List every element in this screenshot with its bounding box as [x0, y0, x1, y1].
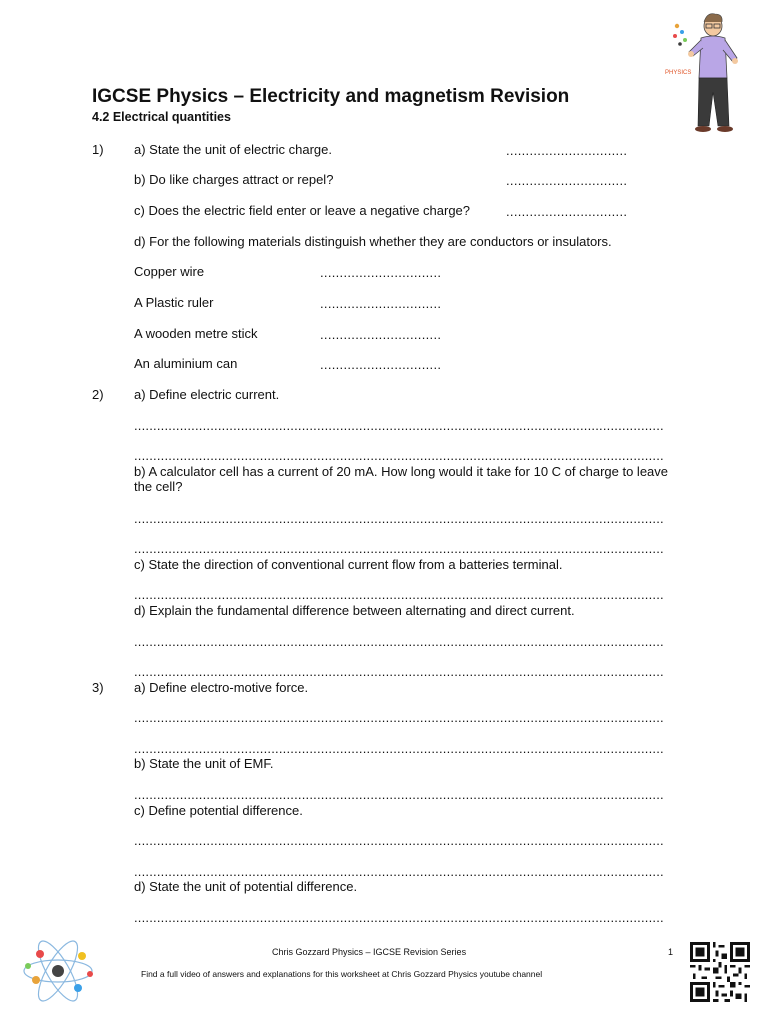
material-answer-line[interactable]: ...............................	[320, 327, 442, 342]
answer-line[interactable]: ...........................................................................................................................................	[134, 587, 664, 602]
question-3b: b) State the unit of EMF.	[134, 756, 274, 771]
answer-line[interactable]: ...........................................................................................................................................	[134, 910, 664, 925]
answer-line[interactable]: ...........................................................................................................................................	[134, 710, 664, 725]
question-1d: d) For the following materials distinguish whether they are conductors or insulators.	[134, 234, 612, 249]
question-1b: b) Do like charges attract or repel?	[134, 172, 334, 187]
material-label: A wooden metre stick	[134, 326, 258, 341]
material-label: Copper wire	[134, 264, 205, 279]
answer-line-1c[interactable]: ...............................	[506, 204, 628, 219]
answer-line[interactable]: ...........................................................................................................................................	[134, 864, 664, 879]
material-answer-line[interactable]: ...............................	[320, 296, 442, 311]
answer-line[interactable]: ...........................................................................................................................................	[134, 741, 664, 756]
atom-logo-icon	[20, 940, 96, 1002]
question-2d: d) Explain the fundamental difference between alternating and direct current.	[134, 603, 575, 618]
page-title: IGCSE Physics – Electricity and magnetism Revision	[92, 86, 570, 107]
physics-teacher-illustration	[655, 8, 755, 138]
answer-line-1b[interactable]: ...............................	[506, 173, 628, 188]
answer-line[interactable]: ...........................................................................................................................................	[134, 664, 664, 679]
answer-line[interactable]: ...........................................................................................................................................	[134, 833, 664, 848]
footer-series: Chris Gozzard Physics – IGCSE Revision Series	[272, 947, 467, 957]
material-answer-line[interactable]: ...............................	[320, 357, 442, 372]
answer-line[interactable]: ...........................................................................................................................................	[134, 448, 664, 463]
page-number: 1	[668, 947, 674, 957]
question-3c: c) Define potential difference.	[134, 803, 303, 818]
material-label: An aluminium can	[134, 356, 238, 371]
footer-note: Find a full video of answers and explanations for this worksheet at Chris Gozzard Physics youtube channel	[141, 969, 543, 979]
question-1-number: 1)	[92, 142, 104, 157]
answer-line-1a[interactable]: ...............................	[506, 143, 628, 158]
answer-line[interactable]: ...........................................................................................................................................	[134, 634, 664, 649]
answer-line[interactable]: ...........................................................................................................................................	[134, 511, 664, 526]
material-answer-line[interactable]: ...............................	[320, 265, 442, 280]
mascot-badge: PHYSICS	[665, 70, 692, 76]
question-3-number: 3)	[92, 680, 104, 695]
question-3a: a) Define electro-motive force.	[134, 680, 309, 695]
qr-code-icon[interactable]	[688, 942, 752, 1002]
question-1c: c) Does the electric field enter or leave a negative charge?	[134, 203, 471, 218]
answer-line[interactable]: ...........................................................................................................................................	[134, 541, 664, 556]
question-1a: a) State the unit of electric charge.	[134, 142, 332, 157]
section-subtitle: 4.2 Electrical quantities	[92, 110, 231, 124]
material-label: A Plastic ruler	[134, 295, 214, 310]
answer-line[interactable]: ...........................................................................................................................................	[134, 418, 664, 433]
question-2a: a) Define electric current.	[134, 387, 280, 402]
question-2c: c) State the direction of conventional current flow from a batteries terminal.	[134, 557, 563, 572]
question-2-number: 2)	[92, 387, 104, 402]
question-2b: b) A calculator cell has a current of 20 mA. How long would it take for 10 C of charge to leave the cell?	[134, 464, 669, 494]
answer-line[interactable]: ...........................................................................................................................................	[134, 787, 664, 802]
question-3d: d) State the unit of potential difference.	[134, 879, 358, 894]
